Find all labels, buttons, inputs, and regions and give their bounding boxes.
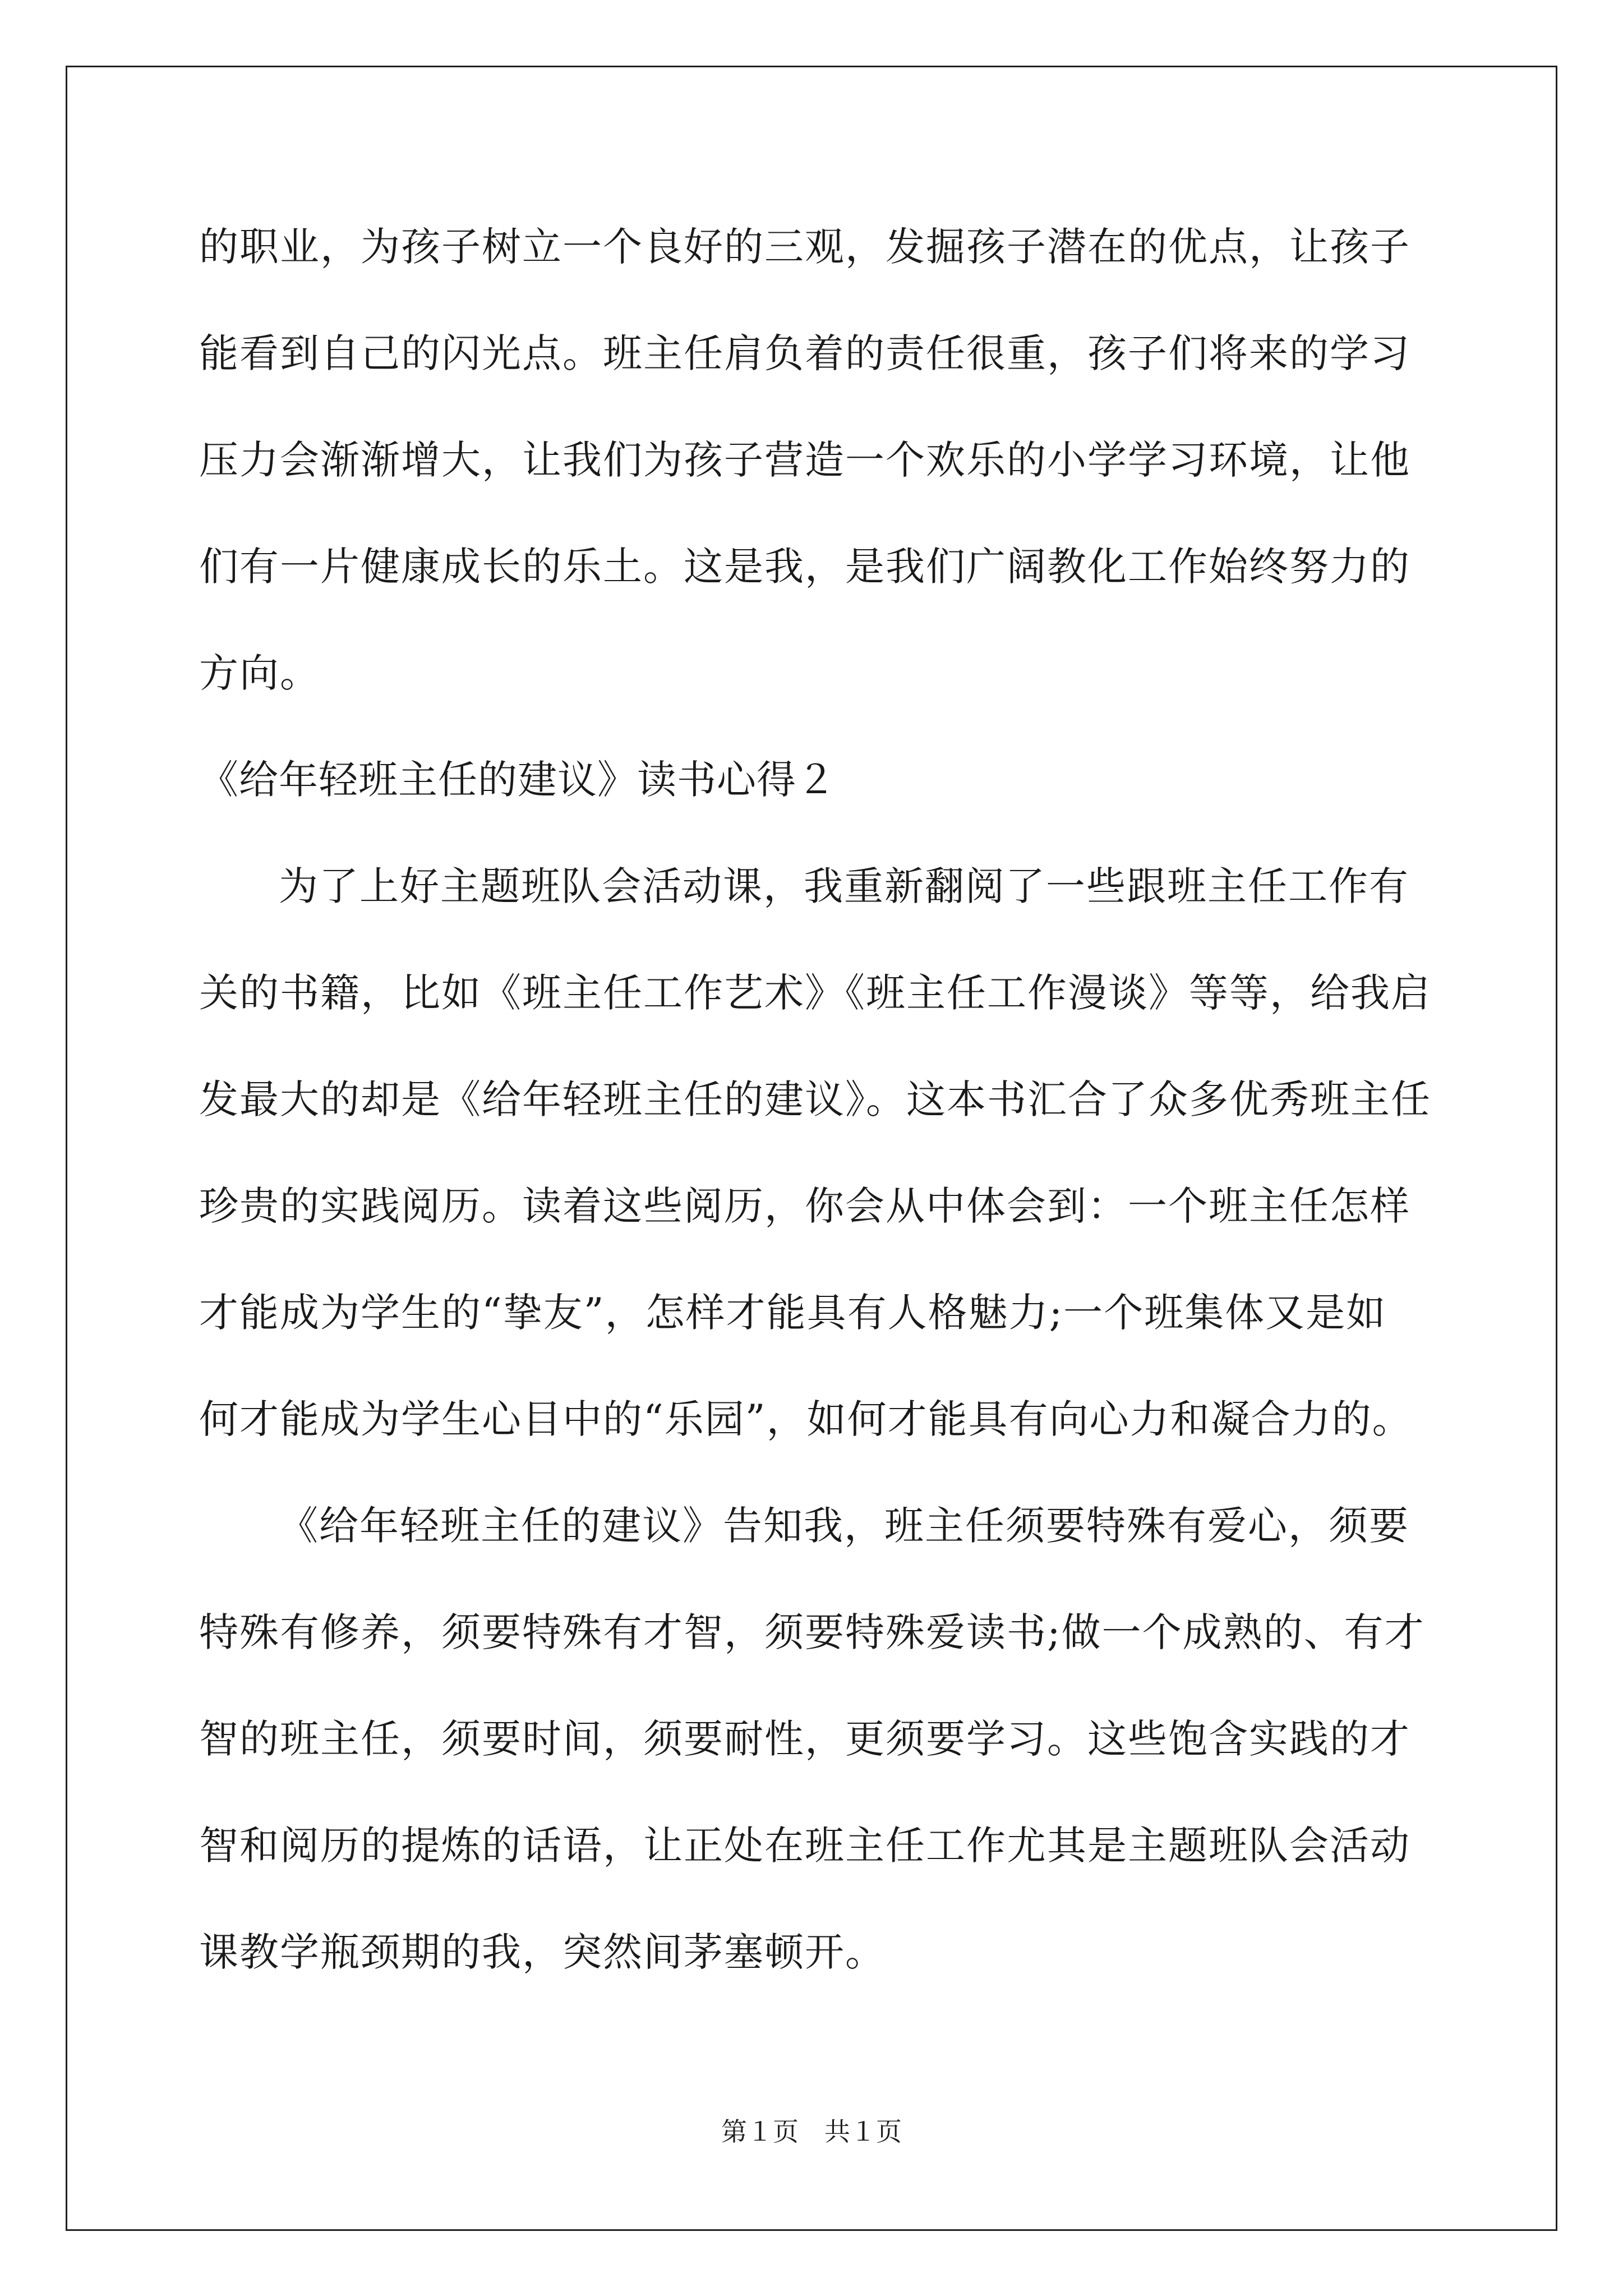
paragraph-line: 珍贵的实践阅历。读着这些阅历，你会从中体会到：一个班主任怎样 bbox=[199, 1183, 1410, 1229]
paragraph-line: 们有一片健康成长的乐土。这是我，是我们广阔教化工作始终努力的 bbox=[199, 544, 1410, 590]
paragraph-line: 发最大的却是《给年轻班主任的建议》。这本书汇合了众多优秀班主任 bbox=[199, 1076, 1431, 1122]
paragraph-line: 《给年轻班主任的建议》告知我，班主任须要特殊有爱心，须要 bbox=[279, 1503, 1409, 1549]
paragraph-line: 关的书籍，比如《班主任工作艺术》《班主任工作漫谈》等等，给我启 bbox=[199, 970, 1431, 1016]
paragraph-line: 才能成为学生的“挚友”，怎样才能具有人格魅力;一个班集体又是如 bbox=[199, 1290, 1387, 1336]
section-heading: 《给年轻班主任的建议》读书心得２ bbox=[199, 757, 836, 803]
paragraph-line: 的职业，为孩子树立一个良好的三观，发掘孩子潜在的优点，让孩子 bbox=[199, 224, 1410, 270]
paragraph-line: 何才能成为学生心目中的“乐园”，如何才能具有向心力和凝合力的。 bbox=[199, 1396, 1413, 1442]
document-body bbox=[199, 213, 1431, 2025]
paragraph-line: 方向。 bbox=[199, 650, 320, 696]
paragraph-line: 智和阅历的提炼的话语，让正处在班主任工作尤其是主题班队会活动 bbox=[199, 1823, 1410, 1869]
paragraph-line: 能看到自己的闪光点。班主任肩负着的责任很重，孩子们将来的学习 bbox=[199, 330, 1410, 376]
paragraph-line: 特殊有修养，须要特殊有才智，须要特殊爱读书;做一个成熟的、有才 bbox=[199, 1609, 1425, 1655]
paragraph-line: 压力会渐渐增大，让我们为孩子营造一个欢乐的小学学习环境，让他 bbox=[199, 437, 1410, 483]
paragraph-line: 智的班主任，须要时间，须要耐性，更须要学习。这些饱含实践的才 bbox=[199, 1716, 1410, 1762]
paragraph-line: 为了上好主题班队会活动课，我重新翻阅了一些跟班主任工作有 bbox=[279, 863, 1409, 909]
page-number-footer: 第１页 共１页 bbox=[721, 2116, 902, 2147]
paragraph-line: 课教学瓶颈期的我，突然间茅塞顿开。 bbox=[199, 1929, 886, 1975]
